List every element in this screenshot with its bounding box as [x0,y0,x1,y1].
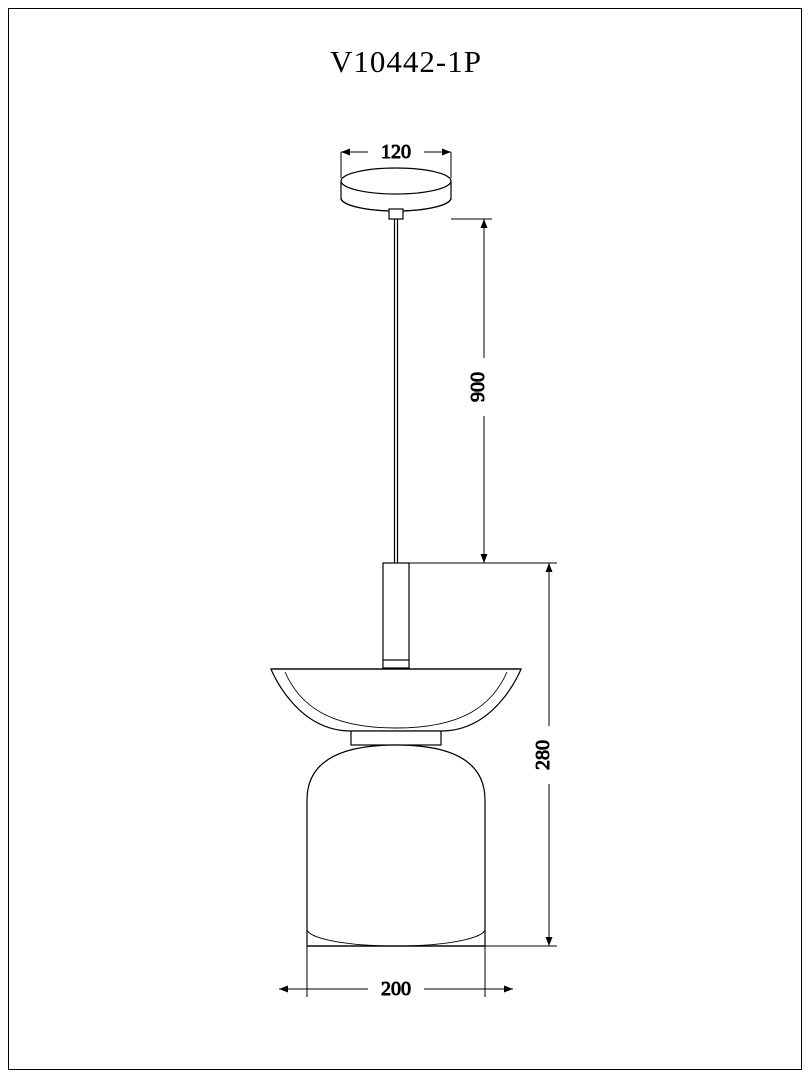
lamp-stem [383,563,409,668]
suspension-cord [395,219,398,563]
shade-collar [351,731,441,745]
dimension-label-200: 200 [381,978,411,1000]
upper-bowl [271,669,521,731]
dimension-shade-diameter [279,946,513,1001]
canopy-part [341,168,451,219]
dimension-label-900: 900 [467,372,489,402]
glass-shade [307,745,485,946]
dimension-label-120: 120 [381,141,411,163]
page-title: V10442-1P [330,44,482,79]
dimension-suspension-length [409,219,496,563]
dimension-label-280: 280 [532,740,554,770]
